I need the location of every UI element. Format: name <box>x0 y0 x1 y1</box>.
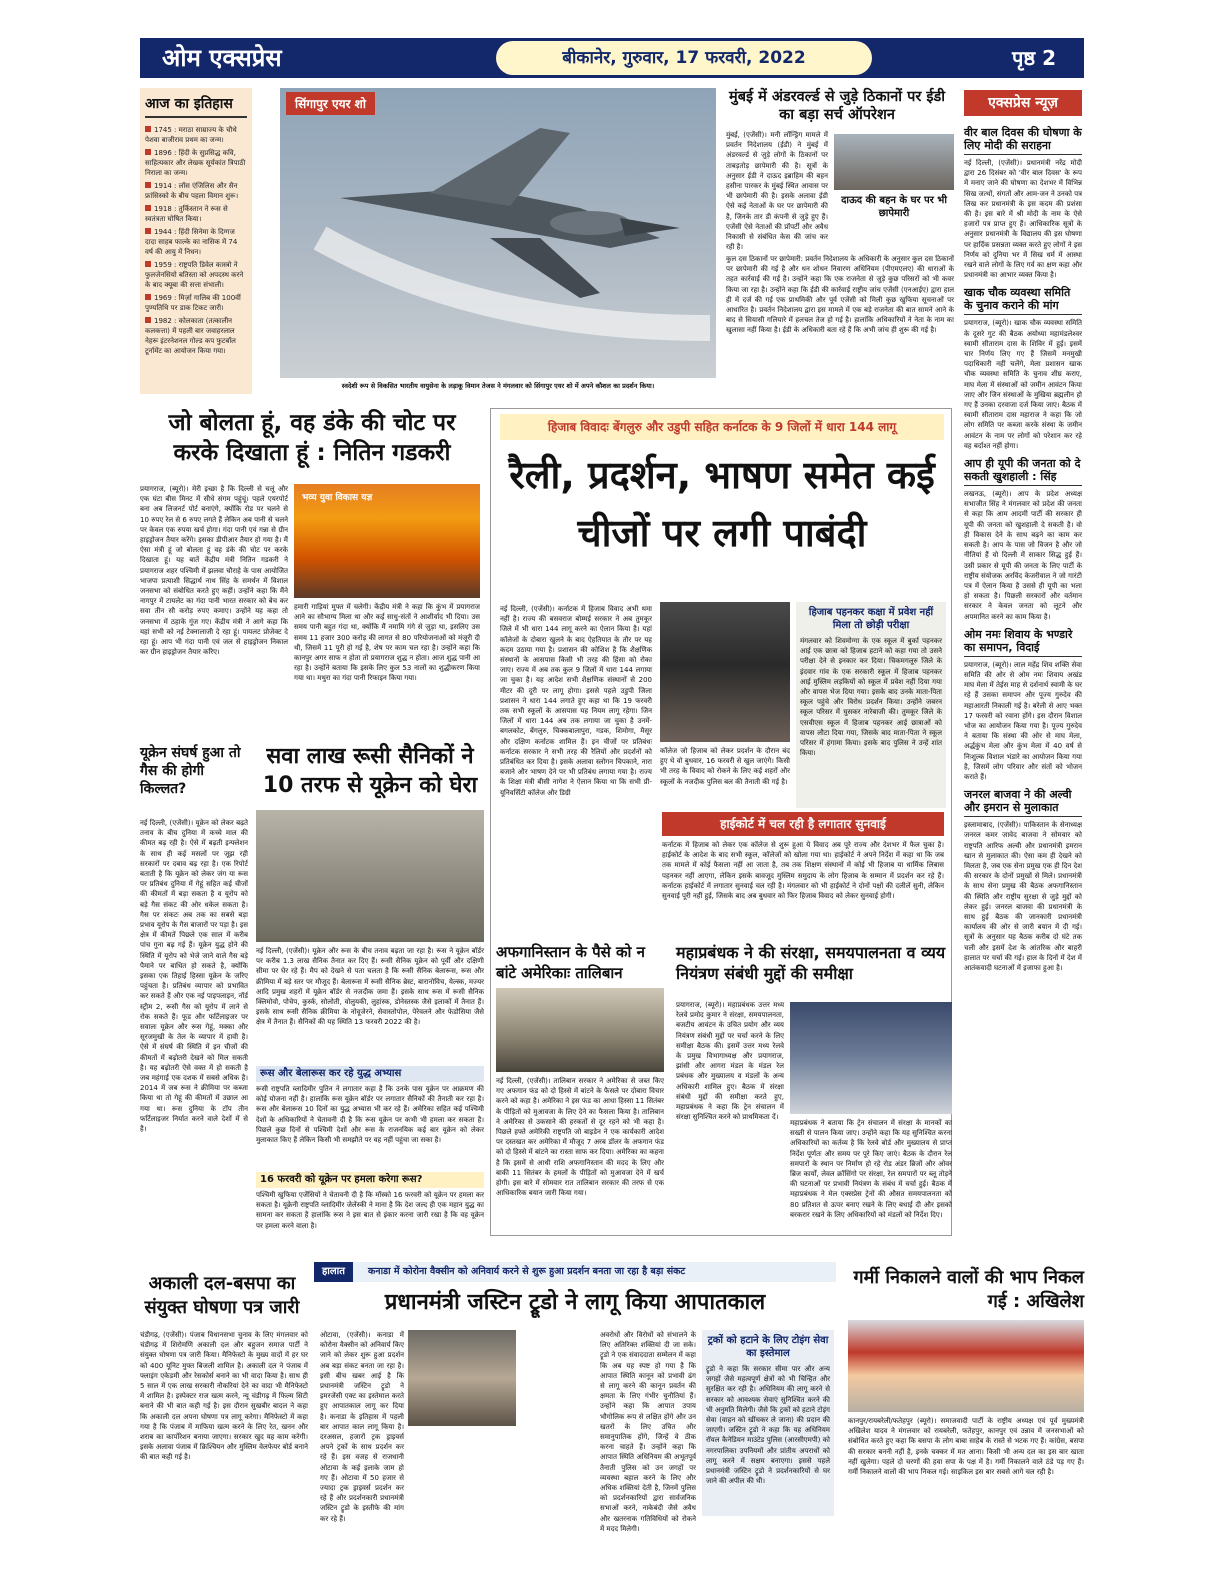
jet-illustration <box>280 88 716 378</box>
express-news-title: खाक चौक व्यवस्था समिति के चुनाव कराने की मांग <box>964 286 1082 315</box>
akhilesh-headline: गर्मी निकालने वालों की भाप निकल गई : अखिलेश <box>853 1267 1084 1312</box>
express-news-item <box>964 628 1082 782</box>
ed-photo-caption: दाऊद की बहन के घर पर भी छापेमारी <box>841 195 947 219</box>
gadkari-photo-banner: भव्य युवा विकास यज्ञ <box>302 493 373 503</box>
hijab-side-box <box>796 602 946 808</box>
bullet-icon <box>145 149 151 155</box>
express-news-column <box>964 126 1082 1256</box>
history-box <box>140 88 252 394</box>
afghan-photo <box>496 988 664 1072</box>
gadkari-body-2: हमारी गाड़ियां मुफ्त में चलेगी। केंद्रीय मंत्री ने कहा कि कुंभ में प्रयागराज आने का सौभाग्य मिला था और कई साधु-संतों ने आशीर्वाद भी दिया। उस समय पानी बहुत गंदा था, क्योंकि मैं नमामि गंगे से जुड़ा था, इसलिए उस समय 11 हजार 300 करोड़ की लागत से 80 परियोजनाओं को मंजूरी दी थी, जिसमें 11 पूरी हो गई है, शेष पर काम चल रहा है। उन्होंने कहा कि कानपुर अगर साफ न होता तो प्रयागराज शुद्ध न होता। आज शुद्ध पानी आ रहा है। उन्होंने बताया कि इसके लिए कुल 53 नालों का शुद्धीकरण किया गया था। मथुरा का गंदा पानी रिफाइन किया गया। <box>294 603 480 683</box>
trudeau-photo <box>408 1330 516 1426</box>
hijab-side-body: मंगलवार को शिवमोग्गा के एक स्कूल में बुर्का पहनकर आई एक छात्रा को हिजाब हटाने को कहा गया तो उसने परीक्षा देने से इनकार कर दिया। चिकमगलूरु जिले के इंदवार गांव के एक सरकारी स्कूल में हिजाब पहनकर आई मुस्लिम लड़कियों को स्कूल में प्रवेश नहीं दिया गया और वापस भेज दिया गया। इसके बाद उनके माता-पिता स्कूल पहुंचे और विरोध प्रदर्शन किया। उन्होंने जबरन स्कूल परिसर में घुसकर नारेबाजी की। तुमकूर जिले के एसवीएस स्कूल में हिजाब पहनकर आई छात्राओं को वापस लौटा दिया गया, जिसके बाद माता-पिता ने स्कूल परिसर में हंगामा किया। इसके बाद पुलिस ने उन्हें शांत किया। <box>800 637 942 758</box>
hijab-photo <box>660 602 790 742</box>
dateline-box <box>496 41 872 75</box>
bullet-icon <box>145 126 151 132</box>
express-news-item <box>964 788 1082 973</box>
express-news-body: लखनऊ, (ब्यूरो)। आप के प्रदेश अध्यक्ष सभाजीत सिंह ने मंगलवार को प्रदेश की जनता से कहा कि आम आदमी पार्टी की सरकार ही यूपी की जनता को खुशहाली दे सकती है। वो ही विकास देने के साथ बढ़ने का काम कर सकती है। आप के पास जो विजन है और जो नीतियां हैं वो दिल्ली में साकार सिद्ध हुई हैं। उसी प्रकार से यूपी की जनता के लिए पार्टी के राष्ट्रीय संयोजक अरविंद केजरीवाल ने जो गारंटी पत्र में ऐलान किया है उससे ही यूपी का भला हो सकता है। पिछली सरकारों और वर्तमान सरकार ने केवल जनता को लूटने और अपमानित करने का काम किया है। <box>964 490 1082 621</box>
russia-body-2: रूसी राष्ट्रपति व्लादिमीर पुतिन ने लगातार कहा है कि उनके पास यूक्रेन पर आक्रमण की कोई योजना नहीं है। हालांकि रूस यूक्रेन बॉर्डर पर लगातार सैनिकों की तैनाती कर रहा है। रूस और बेलारूस 10 दिनों का युद्ध अभ्यास भी कर रहे हैं। अमेरिका सहित कई पश्चिमी देशों के अधिकारियों ने चेतावनी दी है कि रूस यूक्रेन पर कभी भी हमला कर सकता है। पिछले कुछ दिनों से पश्चिमी देशों और रूस के राजनयिक कई बार यूक्रेन को लेकर मुलाकात किए हैं लेकिन किसी भी समझौते पर वह नहीं पहुंचा जा सका है। <box>256 1085 484 1145</box>
afghan-body: नई दिल्ली, (एजेंसी)। तालिबान सरकार ने अमेरिका से जब्त किए गए अफगान फंड को दो हिस्से में बांटने के फैसले पर दोबारा विचार करने को कहा है। अमेरिका ने इस फंड का आधा हिस्सा 11 सितंबर के पीड़ितों को मुआवजा के लिए देने का फैसला किया है। तालिबान ने अमेरिका से उकसाने की हरकतों से दूर रहने को भी कहा है। पिछले हफ्ते अमेरिकी राष्ट्रपति जो बाइडेन ने एक कार्यकारी आदेश पर दस्तखत कर अमेरिका में मौजूद 7 अरब डॉलर के अफगान फंड को दो हिस्से में बांटने का रास्ता साफ कर दिया। अमेरिका का कहना है कि इसमें से आधी राशि अफगानिस्तान की मदद के लिए और बाकी 11 सितंबर के हमलों के पीड़ितों को मुआवजा देने में खर्च होगी। इस बारे में सोमवार रात तालिबान सरकार की तरफ से एक आधिकारिक बयान जारी किया गया। <box>496 1077 664 1198</box>
halaat-tag: हालात <box>314 1262 353 1282</box>
bullet-icon <box>145 228 151 234</box>
history-item: 1982 : कोलकाता (तत्कालीन कलकत्ता) में पहली बार जवाहरलाल नेहरू इंटरनेशनल गोल्ड कप फुटबॉल टूर्नामेंट का आयोजन किया गया। <box>145 317 236 355</box>
history-item: 1918 : तुर्किस्तान ने रूस से स्वतंत्रता घोषित किया। <box>145 205 228 223</box>
express-news-title: वीर बाल दिवस की घोषणा के लिए मोदी की सराहना <box>964 126 1082 155</box>
bullet-icon <box>145 205 151 211</box>
russia-headline: सवा लाख रूसी सैनिकों ने 10 तरफ से यूक्रेन को घेरा <box>262 744 478 798</box>
history-title: आज का इतिहास <box>145 94 247 118</box>
halaat-kicker: कनाडा में कोरोना वैक्सीन को अनिवार्य करने से शुरू हुआ प्रदर्शन बनता जा रहा है बड़ा संकट <box>368 1266 686 1277</box>
history-item: 1959 : राष्ट्रपति डिवेल कास्त्रो ने फुलजेनसियो बतिस्ता को अपदस्थ करने के बाद क्यूबा की सत्ता संभाली। <box>145 261 244 289</box>
halaat-headline: प्रधानमंत्री जस्टिन ट्रूडो ने लागू किया आपातकाल <box>384 1290 766 1315</box>
bullet-icon <box>145 317 151 323</box>
hc-title: हाईकोर्ट में चल रही है लगातार सुनवाई <box>662 812 944 836</box>
airshow-caption: स्वदेशी रूप से विकसित भारतीय वायुसेना के लड़ाकू विमान तेजस ने मंगलवार को सिंगापुर एयर शो में अपने कौशल का प्रदर्शन किया। <box>280 378 716 394</box>
express-news-item <box>964 457 1082 622</box>
hijab-body: नई दिल्ली, (एजेंसी)। कर्नाटक में हिजाब विवाद अभी थमा नहीं है। राज्य की बसवराज बोम्मई सरकार ने अब तुमकूर जिले में भी धारा 144 लागू करने का ऐलान किया है। यहां कॉलेजों के दोबारा खुलने के बाद ऐहतियात के तौर पर यह कदम उठाया गया है। प्रशासन की कोशिश है कि शैक्षणिक संस्थानों के आसपास किसी भी तरह की हिंसा को रोका जाए। राज्य में अब तक कुल 9 जिलों में धारा 144 लगाया जा चुका है। यह आदेश सभी शैक्षणिक संस्थानों से 200 मीटर की दूरी पर लागू होगा। इससे पहले उडुपी जिला प्रशासन ने धारा 144 लगाते हुए कहा था कि 19 फरवरी तक सभी स्कूलों के आसपास यह नियम लागू रहेगा। जिन जिलों में धारा 144 अब तक लगाया जा चुका है उनमें- बगलकोट, बेंगलुरु, चिक्कबालापुरा, गडक, शिमोगा, मैसूर और दक्षिण कर्नाटक शामिल हैं। इन चीजों पर प्रतिबंधः कर्नाटक सरकार ने सभी तरह की रैलियों और प्रदर्शनों को प्रतिबंधित कर दिया है। इसके अलावा स्लोगन चिपकाने, नारा बजाने और भाषण देने पर भी प्रतिबंध लगाया गया है। राज्य के शिक्षा मंत्री बीसी नागेश ने ऐलान किया था कि सभी प्री-यूनिवर्सिटी कॉलेज और डिग्री <box>500 605 652 797</box>
ed-body-1: मुंबई, (एजेंसी)। मनी लॉन्ड्रिंग मामले में प्रवर्तन निदेशालय (ईडी) ने मुंबई में अंडरवर्ल्ड से जुड़े लोगों के ठिकानों पर ताबड़तोड़ छापेमारी की है। सूत्रों के अनुसार ईडी ने दाऊद इब्राहिम की बहन हसीना पारकर के मुंबई स्थित आवास पर भी छापेमारी की है। इसके अलावा ईडी ऐसे कई नेताओं के घर पर छापेमारी की है, जिनके तार डी कंपनी से जुड़े हुए हैं। एजेंसी ऐसे नेताओं की प्रॉपर्टी और अवैध निकासी से संबंधित केस की जांच कर रही है। <box>726 131 828 252</box>
russia-sub-1: रूस और बेलारूस कर रहे युद्ध अभ्यास <box>256 1066 484 1082</box>
hijab-photo-caption: कॉलेज जो हिजाब को लेकर प्रदर्शन के दौरान बंद हुए थे वो बुधवार, 16 फरवरी से खुल जाएंगे। किसी भी तरह के विवाद को रोकने के लिए कई शहरों और स्कूलों के नजदीक पुलिस बल की तैनाती की गई है। <box>660 747 790 786</box>
history-item: 1914 : लॉस एंजिलिस और सैन फ्रांसिस्को के बीच पहला विमान शुरू। <box>145 182 239 200</box>
hijab-kicker: हिजाब विवादः बेंगलुरु और उडुपी सहित कर्नाटक के 9 जिलों में धारा 144 लागू <box>500 414 944 440</box>
express-news-title: आप ही यूपी की जनता को दे सकती खुशहाली : सिंह <box>964 457 1082 486</box>
akali-headline: अकाली दल-बसपा का संयुक्त घोषणा पत्र जारी <box>144 1273 300 1318</box>
bullet-icon <box>145 182 151 188</box>
russia-photo <box>256 810 484 942</box>
akali-body: चंडीगढ़, (एजेंसी)। पंजाब विधानसभा चुनाव के लिए मंगलवार को चंडीगढ़ में शिरोमणि अकाली दल और बहुजन समाज पार्टी ने संयुक्त घोषणा पत्र जारी किया। मैनिफेस्टो के मुख्य वादों में हर घर को 400 यूनिट मुफ्त बिजली शामिल है। अकाली दल ने पंजाब में फ्लाइंग एकेडमी और रेसकोर्स बनाने का भी वादा किया है। साथ ही 5 साल में एक लाख सरकारी नौकरियां देने का वादा भी मैनिफेस्टो में शामिल है। इस्पेक्टर राज खत्म करने, न्यू चंडीगढ़ में फिल्म सिटी बनाने की भी बात कही गई है। इस दौरान सुखबीर बादल ने कहा कि अकाली दल अपना घोषणा पत्र लागू करेगा। मैनिफेस्टो में कहा गया है कि पंजाब में माफिया खत्म करने के लिए रेत, खनन और शराब का कार्पोरेशन बनाया जाएगा। सरकार खुद यह काम करेगी। इसके अलावा पंजाब में क्रिश्चियन और मुस्लिम वेलफेयर बोर्ड बनाने की बात कही गई है। <box>140 1331 308 1462</box>
gm-photo <box>790 1002 952 1114</box>
hc-body: कर्नाटक में हिजाब को लेकर एक कॉलेज से शुरू हुआ ये विवाद अब पूरे राज्य और देशभर में फैल चुका है। हाईकोर्ट के आदेश के बाद सभी स्कूल, कॉलेजों को खोला गया था। हाईकोर्ट ने अपने निर्देश में कहा था कि जब तक मामले में कोई फैसला नहीं आ जाता है, तब तक शिक्षण संस्थानों में कोई भी हिजाब या धार्मिक लिबास पहनकर नहीं आएगा, लेकिन इसके बावजूद मुस्लिम समुदाय के लोग हिजाब के सम्मान में प्रदर्शन कर रहे हैं। कर्नाटक हाईकोर्ट में लगातार सुनवाई चल रही है। मंगलवार को भी हाईकोर्ट ने दोनों पक्षों की दलीलें सुनी, लेकिन सुनवाई पूरी नहीं हुई, जिसके बाद अब बुधवार को फिर हिजाब विवाद को लेकर सुनवाई होगी। <box>662 841 944 901</box>
gm-headline: महाप्रबंधक ने की संरक्षा, समयपालनता व व्यय नियंत्रण संबंधी मुद्दों की समीक्षा <box>676 943 946 983</box>
gadkari-headline: जो बोलता हूं, वह डंके की चोट पर करके दिखाता हूं : नितिन गडकरी <box>168 410 456 466</box>
ukraine-q-body: नई दिल्ली, (एजेंसी)। यूक्रेन को लेकर बढ़ते तनाव के बीच दुनिया में कच्चे माल की कीमत बढ़ रही है। ऐसे में बढ़ती इन्फ्लेशन के साथ ही कई मसलों पर जूझ रही सरकारों पर दबाव बढ़ रहा है। एक रिपोर्ट बताती है कि यूक्रेन को लेकर जंग या रूस पर प्रतिबंध दुनिया में गेहूं सहित कई चीजों की कीमतों में बड़ा सकता है व यूरोप को बड़े गैस संकट की ओर धकेल सकता है। गैस पर संकटः अब तक का सबसे बड़ा प्रभाव यूरोप के गैस बाजारों पर पड़ा है। इस क्षेत्र में कीमतें पिछले एक साल में करीब पांच गुना बढ़ गई हैं। यूक्रेन युद्ध होने की स्थिति में यूरोप को भेजे जाने वाले गैस बड़े पैमाने पर बाधित हो सकते है, क्योंकि इसका एक तिहाई हिस्सा यूक्रेन के जरिए पहुंचता है। प्रतिबंध व्यापार को प्रभावित कर सकते हैं और एक नई पाइपलाइन, नॉर्ड स्ट्रीम 2, रूसी गैस को यूरोप में लाने से रोक सकते हैं। फूड और फर्टिलाइजर पर सवालः यूक्रेन और रूस गेहूं, मक्का और सूरजमुखी के तेल के व्यापार में हावी है। ऐसे में संघर्ष की स्थिति में इन चीजों की कीमतों में बढ़ोतरी देखने को मिल सकती है। यह बढ़ोतरी ऐसे वक्त में हो सकती है जब महंगाई एक दशक में सबसे अधिक है। 2014 में जब रूस ने क्रीमिया पर कब्जा किया था तो गेहूं की कीमतों में उछाल आ गया था। रूस दुनिया के टॉप तीन फर्टिलाइजर निर्यात करने वाले देशों में से है। <box>140 819 248 1134</box>
history-item: 1745 : मराठा साम्राज्य के चौथे पेशवा बाजीराव प्रथम का जन्म। <box>145 126 237 144</box>
hijab-side-title: हिजाब पहनकर कक्षा में प्रवेश नहीं मिला तो छोड़ी परीक्षा <box>808 607 934 631</box>
express-news-item <box>964 286 1082 451</box>
gm-body-2: महाप्रबंधक ने बताया कि ट्रेन संचालन में संरक्षा के मानकों का सख्ती से पालन किया जाए। उन्होंने कहा कि यह सुनिश्चित करना अधिकारियों का कर्तव्य है कि रेलवे बोर्ड और मुख्यालय से प्राप्त निर्देश पूर्णतः और समय पर पूरे किए जाएं। बैठक के दौरान रेल समपारों के स्थान पर निर्माण हो रहे रोड अंडर ब्रिजों और ओवर ब्रिज कार्यों, लेवल क्रॉसिंगो पर संरक्षा, रेल समपारों पर ब्लू तोड़ने की घटनाओं पर प्रभावी नियंत्रण के संबंध में चर्चा हुई। बैठक में महाप्रबंधक ने मेल एक्सप्रेस ट्रेनों की औसत समयपालनता को 80 प्रतिशत से ऊपर बनाए रखने के लिए बधाई दी और इसको बरकरार रखने के लिए अधिकारियों को मंडलों को निर्देश दिए। <box>790 1119 952 1219</box>
history-item: 1969 : मिर्ज़ा गालिब की 100वीं पुण्यतिथि पर डाक टिकट जारी। <box>145 294 241 312</box>
express-news-body: नई दिल्ली, (एजेंसी)। प्रधानमंत्री नरेंद्र मोदी द्वारा 26 दिसंबर को 'वीर बाल दिवस' के रूप में मनाए जाने की घोषणा का देशभर में विभिन्न सिख जत्थों, संगतों और आम-जन ने उनको पत्र लिख कर प्रधानमंत्री के इस कदम की प्रशंसा की है। इस बारे में श्री मोदी के नाम के ऐसे हजारों पत्र प्राप्त हुए हैं। आधिकारिक सूत्रों के अनुसार प्रधानमंत्री के विद्यालय की इस घोषणा पर हार्दिक प्रसन्नता व्यक्त करते हुए लोगों ने इस निर्णय को दुनिया भर में सिख धर्म में आस्था रखने वाले लोगों के लिए गर्व का क्षण कहा और प्रधानमंत्री का आभार व्यक्त किया है। <box>964 159 1082 280</box>
ed-body-2: कुल दस ठिकानों पर छापेमारी: प्रवर्तन निदेशालय के अधिकारी के अनुसार कुल दस ठिकानों पर छापेमारी की गई है और धन शोधन निवारण अधिनियम (पीएमएलए) की धाराओं के तहत कार्रवाई की गई है। उन्होंने कहा कि एक राजनेता से जुड़े कुछ परिसरों को भी कवर किया जा रहा है। उन्होंने कहा कि ईडी की कार्रवाई राष्ट्रीय जांच एजेंसी (एनआईए) द्वारा हाल ही में दर्ज की गई एक प्राथमिकी और पूर्व एजेंसी को मिली कुछ खुफिया सूचनाओं पर आधारित है। प्रवर्तन निदेशालय द्वारा इस मामले में एक बड़े राजनेता की बात सामने आने के बाद से सियासी गलियारे में हलचल तेज हो गई है। हालांकि अधिकारियों ने नेता के नाम का खुलासा नहीं किया है। ईडी के अधिकारी बता रहे हैं कि अभी जांच ही शुरू की गई है। <box>726 255 954 335</box>
express-news-body: प्रयागराज, (ब्यूरो)। खाक चौक व्यवस्था समिति के दूसरे गुट की बैठक अयोध्या महामंडलेश्वर स्वामी सीताराम दास के शिविर में हुई। इसमें चार निर्णय लिए गए हैं जिसमें मनमुखी पदाधिकारी नहीं चलेंगे, मेला प्रशासन खाक चौक व्यवस्था समिति के चुनाव शीघ्र कराए, माघ मेला में संस्थाओं को जमीन आवंटन किया जाए और जिन संस्थाओं के मुखिया ब्रह्मलीन हो गए हैं उनका दरवाजा दर्ज किया जाए। बैठक में स्वामी सीताराम दास महाराज ने कहा कि जो लोग समिति पर कब्जा करके संस्था के जमीन आवंटन के नाम पर लोगों को परेशान कर रहे वह बर्दाश्त नहीं होगा। <box>964 319 1082 450</box>
page-number: पृष्ठ 2 <box>1011 46 1056 70</box>
masthead <box>140 38 1084 78</box>
gadkari-photo <box>294 484 480 598</box>
express-news-tag: एक्सप्रेस न्यूज़ <box>964 90 1082 116</box>
history-list <box>145 125 247 356</box>
halaat-side-title: ट्रकों को हटाने के लिए टोइंग सेवा का इस्तेमाल <box>707 1335 829 1359</box>
akhilesh-body: कानपुर/रायबरेली/फतेहपुर (ब्यूरो)। समाजवादी पार्टी के राष्ट्रीय अध्यक्ष एवं पूर्व मुख्यमंत्री अखिलेश यादव ने मंगलवार को रायबरेली, फतेहपुर, कानपुर एवं उन्नाव में जनसभाओं को संबोधित करते हुए कहा कि बसपा के लोग बाबा साहेब के रास्ते से भटक गए हैं। कांग्रेस, बसपा की सरकार बननी नहीं है, इनके चक्कर में मत आना। किसी भी अन्य दल का इस बार खाता नहीं खुलेगा। पहले दो चरणों की हवा सपा के पक्ष में है। गर्मी निकालने वाले ठंडे पड़ गए हैं। गर्मी निकालने वालों की भाप निकल गई। साइकिल इस बार सबसे आगे चल रही है। <box>848 1417 1084 1477</box>
russia-body-3: पश्चिमी खुफिया एजेंसियों ने चेतावनी दी है कि मॉस्को 16 फरवरी को यूक्रेन पर हमला कर सकता है। यूक्रेनी राष्ट्रपति व्लादिमीर जेलेंस्की ने माना है कि देश जल्द ही एक महान युद्ध का सामना कर सकता है हालांकि रूस ने इस बात से इंकार करना जारी रखा है कि वह यूक्रेन पर हमला करने वाला है। <box>256 1191 484 1230</box>
express-news-body: प्रयागराज, (ब्यूरो)। लाल महेंद्र शिव शक्ति सेवा समिति की ओर से ओम नमः शिवाय अखंड माघ मेला में तेईस माह से दर्शनार्थ स्वामी के घर रहे हैं उसका समापन और पूज्य गुरुदेव की महाआरती निकाली गई है। बरेली से आए भक्त 17 फरवरी को रवाना होंगे। इस दौरान विशाल भोज का आयोजन किया गया है। पूज्य गुरुदेव ने बताया कि संस्था की ओर से माघ मेला, अर्द्धकुंभ मेला और कुंभ मेला में 40 वर्ष से निःशुल्क विशाल भंडारे का आयोजन किया गया है, जिसमें लोग परिवार और संतों को भोजन कराते हैं। <box>964 660 1082 781</box>
bullet-icon <box>145 294 151 300</box>
express-news-item <box>964 126 1082 280</box>
halaat-side-body: ट्रूडो ने कहा कि सरकार सीमा पार और अन्य जगहों जैसे महत्वपूर्ण क्षेत्रों को भी चिन्हित और सुरक्षित कर रही है। अधिनियम की लागू करने से सरकार को आवश्यक सेवाएं सुनिश्चित करने की भी अनुमति मिलेगी। जैसे कि ट्रकों को हटाने टोइंग सेवा (वाहन को खींचकर ले जाना) की प्रदान की जाएगी। जस्टिन ट्रूडो ने कहा कि यह अधिनियम रॉयल कैनेडियन माउंटेड पुलिस (आरसीएमपी) को नगरपालिका उपनियमों और प्रांतीय अपराधों को लागू करने में सक्षम बनाएगा। इससे पहले प्रधानमंत्री जस्टिन ट्रूडो ने प्रदर्शनकारियों से घर जाने की अपील की थी। <box>706 1365 830 1486</box>
russia-sub-2: 16 फरवरी को यूक्रेन पर हमला करेगा रूस? <box>256 1172 484 1188</box>
hijab-headline: रैली, प्रदर्शन, भाषण समेत कई चीजों पर लगी पाबंदी <box>509 453 935 555</box>
akhilesh-photo <box>848 1320 1084 1412</box>
express-news-body: इस्लामाबाद, (एजेंसी)। पाकिस्तान के सेनाध्यक्ष जनरल कमर जावेद बाजवा ने सोमवार को राष्ट्रपति आरिफ अल्वी और प्रधानमंत्री इमरान खान से मुलाकात की। ऐसा कम ही देखने को मिलता है, जब एक सेना प्रमुख एक ही दिन देश की सरकार के दोनों प्रमुखों से मिले। प्रधानमंत्री के साथ सेना प्रमुख की बैठक अफगानिस्तान की स्थिति और राष्ट्रीय सुरक्षा से जुड़े मुद्दों को लेकर हुई। जनरल बाजवा की प्रधानमंत्री के साथ हुई बैठक की जानकारी प्रधानमंत्री कार्यालय की ओर से जारी बयान में दी गई। सूत्रों के अनुसार यह बैठक करीब दो घंटे तक चली और इसमें देश के आंतरिक और बाहरी हालात पर चर्चा की गई। हाल के दिनों में देश में आतंकवादी घटनाओं में इजाफा हुआ है। <box>964 821 1082 972</box>
dateline: बीकानेर, गुरुवार, 17 फरवरी, 2022 <box>562 48 806 68</box>
afghan-headline: अफगानिस्तान के पैसे को न बांटे अमेरिकाः तालिबान <box>496 943 645 982</box>
ed-photo <box>834 134 954 190</box>
halaat-side-box <box>702 1330 834 1516</box>
history-item: 1896 : हिंदी के सुप्रसिद्ध कवि, साहित्यकार और लेखक सूर्यकांत त्रिपाठी निराला का जन्म। <box>145 149 246 177</box>
airshow-photo <box>280 88 716 394</box>
ed-headline: मुंबई में अंडरवर्ल्ड से जुड़े ठिकानों पर ईडी का बड़ा सर्च ऑपरेशन <box>729 89 945 123</box>
halaat-body-2: अवरोधों और विरोधों को संभालने के लिए अतिरिक्त शक्तियां दी जा सके। ट्रूडो ने एक संवाददाता सम्मेलन में कहा कि अब यह स्पष्ट हो गया है कि आपात स्थिति कानून को प्रभावी ढंग से लागू करने की कानून प्रवर्तन की क्षमता के लिए गंभीर चुनौतियां हैं। उन्होंने कहा कि आपात उपाय भौगोलिक रूप से लक्षित होंगे और उन खतरों के लिए उचित और समानुपातिक होंगे, जिन्हें वे ठीक करना चाहते हैं। उन्होंने कहा कि आपात स्थिति अधिनियम की अभूतपूर्व तैनाती पुलिस को उन जगहों पर व्यवस्था बहाल करने के लिए और अधिक शक्तियां देती है, जिनमें पुलिस को प्रदर्शनकारियों द्वारा सार्वजनिक सभाओं करने, नाकेबंदी जैसे अवैध और खतरनाक गतिविधियों को रोकने में मदद मिलेगी। <box>600 1331 696 1533</box>
express-news-title: ओम नमः शिवाय के भण्डारे का समापन, विदाई <box>964 628 1082 657</box>
gadkari-body-1: प्रयागराज, (ब्यूरो)। मेरी इच्छा है कि दिल्ली से चलूं और एक घंटा बीस मिनट में सीधे संगम पहुंचूं। पहले एयरपोर्ट बना अब लिजनर्ट पोर्ट बनाएंगे, क्योंकि रोड पर चलने से 10 रुपए रेल से 6 रुपए लगते हैं लेकिन अब पानी से चलने पर केवल एक रुपया खर्च होगा। गंदा पानी एवं गन्ना से ग्रीन हाइड्रोजन तैयार करेंगे। इसका डीपीआर तैयार हो गया है। मैं ऐसा मंत्री हूं जो बोलता हूं वह डंके की चोट पर करके दिखाता हूं। यह बातें केंद्रीय मंत्री नितिन गडकरी ने प्रयागराज शहर पश्चिमी में झलवा चौराहे के पास आयोजित भाजपा प्रत्याशी सिद्धार्थ नाथ सिंह के समर्थन में विशाल जनसभा को संबोधित करते हुए कहीं। उन्होंने कहा कि मैंने नागपुर में टायलेट का गंदा पानी भारत सरकार को बेच कर सवा तीन सौ करोड़ रुपए कमाए। उन्होंने यह कहा तो जनसभा में ठहाके गूंज गए। केंद्रीय मंत्री ने आगे कहा कि यहां सभी को नई टेक्नालाजी दे रहा हूं। पायलट प्रोजेक्ट दे रहा हूं। आप भी गंदा पानी एवं जल से हाइड्रोजन निकाल कर ग्रीन हाइड्रोजन तैयार करिए। <box>140 485 288 657</box>
gm-body-1: प्रयागराज, (ब्यूरो)। महाप्रबंधक उत्तर मध्य रेलवे प्रमोद कुमार ने संरक्षा, समयपालनता, बजटीय आवंटन के उचित प्रयोग और व्यय नियंत्रण संबंधी मुद्दों पर चर्चा करने के लिए समीक्षा बैठक की। इसमें उत्तर मध्य रेलवे के प्रमुख विभागाध्यक्ष और प्रयागराज, झांसी और आगरा मंडल के मंडल रेल प्रबंधक और मुख्यालय व मंडलों के अन्य अधिकारी शामिल हुए। बैठक में संरक्षा संबंधी मुद्दों की समीक्षा करते हुए, महाप्रबंधक ने कहा कि ट्रेन संचालन में संरक्षा सुनिश्चित करने को प्राथमिकता दें। <box>676 1001 784 1122</box>
russia-body-1: नई दिल्ली, (एजेंसी)। यूक्रेन और रूस के बीच तनाव बढ़ता जा रहा है। रूस ने यूक्रेन बॉर्डर पर करीब 1.3 लाख सैनिक तैनात कर दिए हैं। रूसी सैनिक यूक्रेन को पूर्वी और दक्षिणी सीमा पर घेर रहे हैं। मैप को देखने से पता चलता है कि रूसी सैनिक बेलारूस, रूस और क्रीमिया में बड़े स्तर पर मौजूद हैं। बेलारूस में रूसी सैनिक ब्रेस्ट, बारानोविच, येल्स्क, मज्यर आदि प्रमुख शहरों में यूक्रेन बॉर्डर से नजदीक जमा हैं। इसके साथ रूस में रूसी सैनिक क्लिमोवो, पोचेप, कुर्स्क, सोलोती, वोलुयकी, लुहांस्क, डोनेस्तस्क जैसे इलाकों में तैनात हैं। इसके साथ रूसी सैनिक क्रीमिया के नोवूजेरने, सेवास्तोपोल, पेरेवलने और फेडोसिया जैसे क्षेत्र में तैनात हैं। सैनिकों की यह स्थिति 13 फरवरी 2022 की है। <box>256 947 484 1027</box>
history-item: 1944 : हिंदी सिनेमा के दिग्गज दादा साहब फाल्के का नासिक में 74 वर्ष की आयु में निधन। <box>145 228 238 256</box>
halaat-body-1: ओटावा, (एजेंसी)। कनाडा में कोरोना वैक्सीन को अनिवार्य किए जाने को लेकर शुरू हुआ प्रदर्शन अब बड़ा संकट बनता जा रहा है। इसी बीच खबर आई है कि प्रधानमंत्री जस्टिन ट्रूडो ने इमरजेंसी एक्ट का इस्तेमाल करते हुए आपातकाल लागू कर दिया है। कनाडा के इतिहास में पहली बार आपात काल लागू किया है। दरअसल, हजारों ट्रक ड्राइवर्स अपने ट्रकों के साथ प्रदर्शन कर रहे हैं। इस वजह से राजधानी ओटावा के कई इलाके जाम हो गए हैं। ओटावा में 50 हजार से ज्यादा ट्रक ड्राइवर्स प्रदर्शन कर रहे हैं और प्रदर्शनकारी प्रधानमंत्री जस्टिन ट्रूडो के इस्तीफे की मांग कर रहे हैं। <box>320 1331 404 1523</box>
masthead-name: ओम एक्सप्रेस <box>162 44 282 72</box>
ukraine-q-headline: यूक्रेन संघर्ष हुआ तो गैस की होगी किल्लत? <box>140 745 241 797</box>
halaat-strip <box>314 1262 836 1282</box>
airshow-tag: सिंगापुर एयर शो <box>286 92 375 115</box>
bullet-icon <box>145 261 151 267</box>
express-news-title: जनरल बाजवा ने की अल्वी और इमरान से मुलाकात <box>964 788 1082 817</box>
